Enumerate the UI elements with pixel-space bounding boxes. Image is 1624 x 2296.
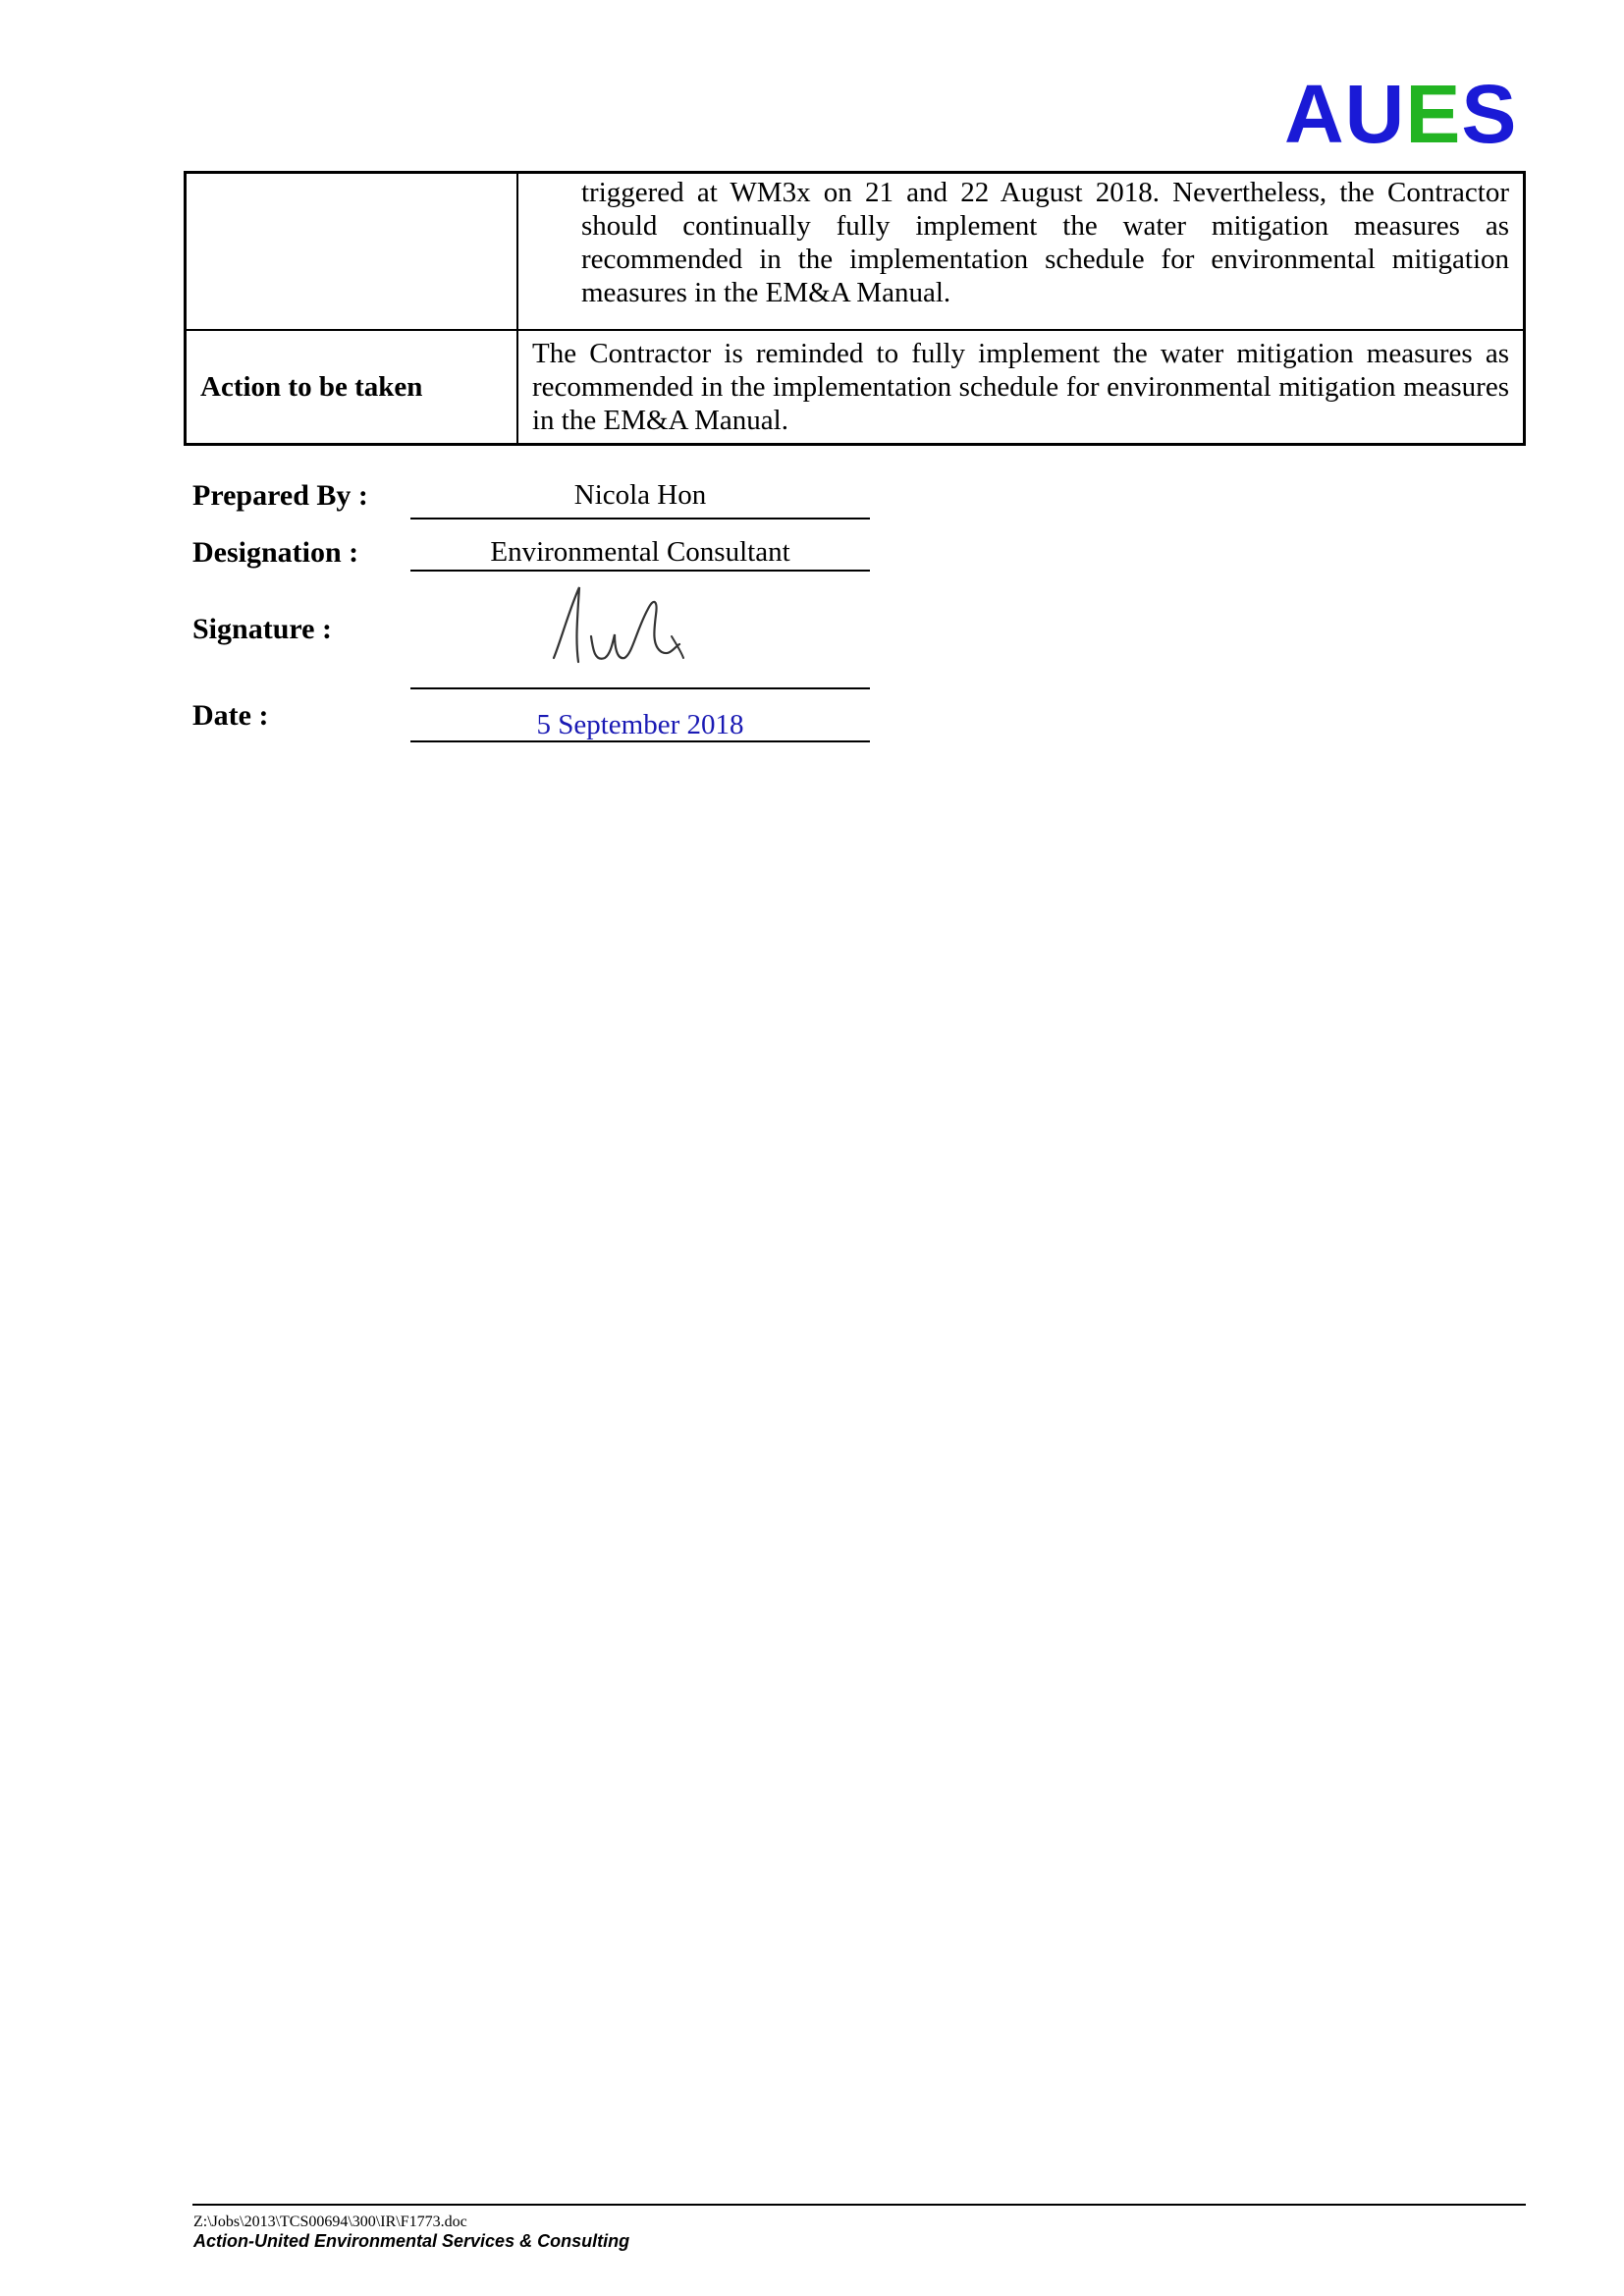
prepared-by-value: Nicola Hon (573, 479, 707, 511)
footer-divider (192, 2204, 1526, 2206)
prepared-by-line (410, 518, 870, 519)
signature-line (410, 687, 870, 689)
signature-label: Signature : (192, 613, 332, 645)
date-value: 5 September 2018 (536, 709, 744, 740)
footer-file-path: Z:\Jobs\2013\TCS00694\300\IR\F1773.doc (193, 2214, 467, 2230)
row-text: The Contractor is reminded to fully implement the water mitigation measures as recommended in the implementation schedule for environmental mitigation measures in the EM&A Manual. (517, 330, 1525, 445)
table-row (186, 173, 1525, 331)
handwritten-signature (546, 579, 742, 678)
row-text: triggered at WM3x on 21 and 22 August 2018. Nevertheless, the Contractor should continually fully implement the water mitigation measures as recommended in the implementation schedule for environmental mitigation measures in the EM&A Manual. (517, 173, 1525, 331)
prepared-by-label: Prepared By : (192, 479, 368, 512)
row-label (186, 173, 518, 331)
date-line (410, 740, 870, 742)
aues-logo (1284, 68, 1518, 160)
logo-part-s: S (1461, 68, 1518, 160)
designation-value: Environmental Consultant (490, 536, 790, 568)
table-row (186, 330, 1525, 445)
row-label: Action to be taken (186, 330, 518, 445)
date-label: Date : (192, 699, 269, 732)
logo-part-e: E (1405, 68, 1462, 160)
designation-line (410, 570, 870, 572)
designation-label: Designation : (192, 536, 359, 569)
footer-company-name: Action-United Environmental Services & Consulting (193, 2231, 630, 2251)
report-table (184, 171, 1526, 446)
logo-part-au: AU (1284, 68, 1406, 160)
